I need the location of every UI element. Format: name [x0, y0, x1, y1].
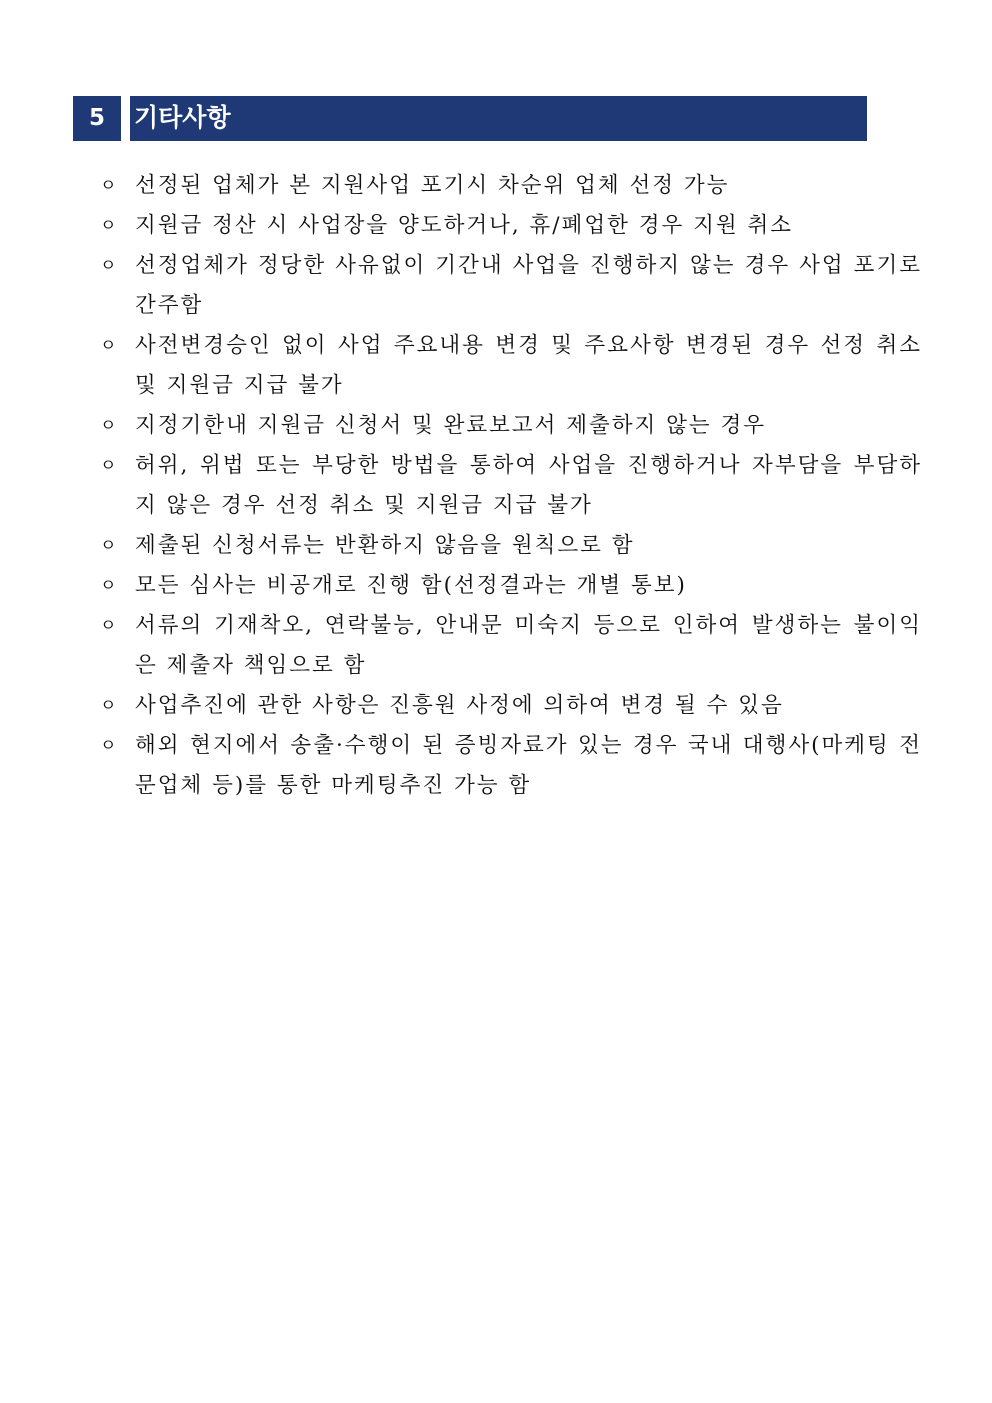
list-item: [100, 686, 922, 726]
list-item-text: 모든 심사는 비공개로 진행 함(선정결과는 개별 통보): [135, 573, 687, 598]
bullet-circle-icon: ㅇ: [100, 616, 117, 636]
list-item: [100, 406, 922, 446]
list-item-text: 지원금 정산 시 사업장을 양도하거나, 휴/폐업한 경우 지원 취소: [135, 213, 793, 238]
bullet-circle-icon: ㅇ: [100, 536, 117, 556]
bullet-circle-icon: ㅇ: [100, 696, 117, 716]
list-item: [100, 726, 922, 806]
bullet-circle-icon: ㅇ: [100, 176, 117, 196]
bullet-circle-icon: ㅇ: [100, 336, 117, 356]
bullet-circle-icon: ㅇ: [100, 216, 117, 236]
list-item-text: 해외 현지에서 송출·수행이 된 증빙자료가 있는 경우 국내 대행사(마케팅 전문업체 등)를 통한 마케팅추진 가능 함: [135, 733, 922, 798]
list-item-text: 사전변경승인 없이 사업 주요내용 변경 및 주요사항 변경된 경우 선정 취소 및 지원금 지급 불가: [135, 333, 922, 398]
list-item: [100, 446, 922, 526]
list-item: [100, 246, 922, 326]
list-item-text: 제출된 신청서류는 반환하지 않음을 원칙으로 함: [135, 533, 635, 558]
bullet-circle-icon: ㅇ: [100, 736, 117, 756]
list-item: [100, 206, 922, 246]
list-item: [100, 526, 922, 566]
bullet-circle-icon: ㅇ: [100, 456, 117, 476]
list-item: [100, 566, 922, 606]
bullet-circle-icon: ㅇ: [100, 416, 117, 436]
list-item-text: 선정된 업체가 본 지원사업 포기시 차순위 업체 선정 가능: [135, 173, 730, 198]
list-item: [100, 326, 922, 406]
notice-list: [100, 166, 922, 806]
bullet-circle-icon: ㅇ: [100, 576, 117, 596]
list-item-text: 허위, 위법 또는 부당한 방법을 통하여 사업을 진행하거나 자부담을 부담하지 않은 경우 선정 취소 및 지원금 지급 불가: [135, 453, 922, 518]
list-item: [100, 606, 922, 686]
section-title: 기타사항: [130, 96, 867, 141]
list-item-text: 서류의 기재착오, 연락불능, 안내문 미숙지 등으로 인하여 발생하는 불이익은 제출자 책임으로 함: [135, 613, 922, 678]
section-header: [73, 96, 867, 141]
list-item-text: 선정업체가 정당한 사유없이 기간내 사업을 진행하지 않는 경우 사업 포기로 간주함: [135, 253, 922, 318]
list-item-text: 지정기한내 지원금 신청서 및 완료보고서 제출하지 않는 경우: [135, 413, 767, 438]
section-number: 5: [73, 96, 121, 141]
bullet-circle-icon: ㅇ: [100, 256, 117, 276]
list-item: [100, 166, 922, 206]
list-item-text: 사업추진에 관한 사항은 진흥원 사정에 의하여 변경 될 수 있음: [135, 693, 784, 718]
